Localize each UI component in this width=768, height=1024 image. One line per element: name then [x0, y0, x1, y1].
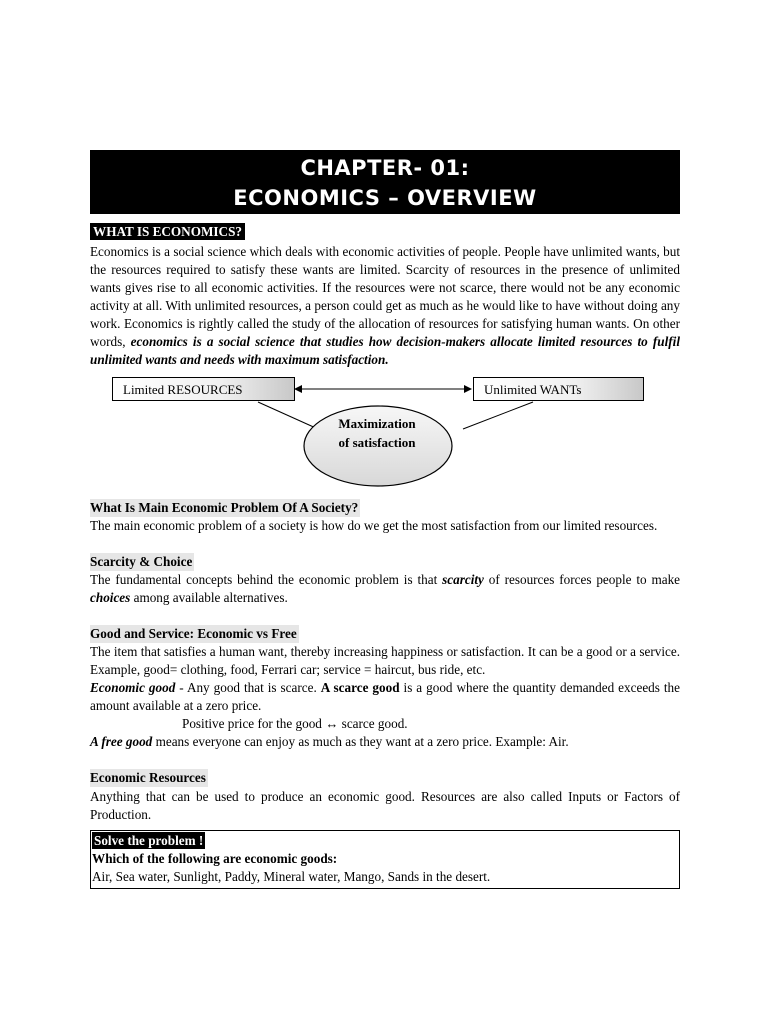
scarce-good-def: is a good where the quantity demanded exceeds the amount available at a zero price. — [90, 680, 681, 713]
economics-diagram — [90, 377, 680, 499]
ellipse-label-line1: Maximization — [338, 416, 416, 431]
scarcity-body-mid: of resources forces people to make — [488, 572, 681, 587]
scarcity-paragraph — [90, 571, 680, 607]
goods-body: The item that satisfies a human want, thereby increasing happiness or satisfaction. It can be a good or a service. Example, good= clothing, food, Ferrari car; service = haircut, bus ride, etc. — [90, 644, 680, 677]
problem-question: Which of the following are economic goods: — [92, 851, 338, 866]
ellipse-label-line2: of satisfaction — [338, 435, 416, 450]
economic-good-term: Economic good — [90, 680, 176, 695]
scarcity-section — [90, 553, 680, 607]
positive-price-line: Positive price for the good ↔ scarce good. — [182, 716, 408, 731]
main-problem-heading: What Is Main Economic Problem Of A Society? — [90, 500, 359, 515]
solve-problem-box — [90, 830, 680, 889]
limited-resources-box: Limited RESOURCES — [112, 377, 295, 401]
resources-heading: Economic Resources — [90, 770, 206, 785]
resources-section — [90, 769, 680, 824]
main-problem-body: The main economic problem of a society is how do we get the most satisfaction from our limited resources. — [90, 518, 658, 533]
what-is-section — [90, 223, 680, 369]
solve-problem-tag: Solve the problem ! — [94, 833, 204, 848]
chapter-header — [90, 150, 680, 214]
what-is-paragraph — [90, 243, 680, 369]
scarcity-body-end: among available alternatives. — [133, 590, 288, 605]
free-good-def: means everyone can enjoy as much as they want at a zero price. Example: Air. — [155, 734, 569, 749]
scarcity-heading: Scarcity & Choice — [90, 554, 193, 569]
chapter-number: CHAPTER- 01: — [300, 156, 470, 180]
choices-term: choices — [90, 590, 131, 605]
goods-heading: Good and Service: Economic vs Free — [90, 626, 297, 641]
right-connector — [463, 402, 533, 429]
goods-section — [90, 625, 680, 751]
main-problem-section — [90, 499, 680, 535]
what-is-body: Economics is a social science which deals with economic activities of people. People have unlimited wants, but the resources required to satisfy these wants are limited. Scarcity of resources in the presence of unlimited wants gives rise to all economic activities. If the resources were not scarce, there would not be any economic activity at all. With unlimited resources, a person could get as much as he would like to have without doing any work. Economics is rightly called the study of the allocation of resources for satisfying human wants. On other words, — [90, 244, 680, 349]
scarcity-body-start: The fundamental concepts behind the economic problem is that — [90, 572, 438, 587]
ellipse-label — [302, 414, 452, 452]
economic-good-paragraph — [90, 679, 680, 715]
what-is-emphasis: economics is a social science that studies how decision-makers allocate limited resources to fulfil unlimited wants and needs with maximum satisfaction. — [90, 334, 680, 367]
scarce-good-term: A scarce good — [320, 680, 400, 695]
scarcity-term: scarcity — [442, 572, 484, 587]
chapter-title: ECONOMICS – OVERVIEW — [233, 186, 537, 210]
economic-good-def: - Any good that is scarce. — [179, 680, 317, 695]
resources-body: Anything that can be used to produce an economic good. Resources are also called Inputs or Factors of Production. — [90, 789, 680, 822]
document-page — [90, 150, 680, 889]
what-is-heading: WHAT IS ECONOMICS? — [90, 223, 245, 240]
free-good-term: A free good — [90, 734, 153, 749]
problem-options: Air, Sea water, Sunlight, Paddy, Mineral water, Mango, Sands in the desert. — [92, 869, 491, 884]
unlimited-wants-box: Unlimited WANTs — [473, 377, 644, 401]
free-good-paragraph — [90, 733, 680, 751]
